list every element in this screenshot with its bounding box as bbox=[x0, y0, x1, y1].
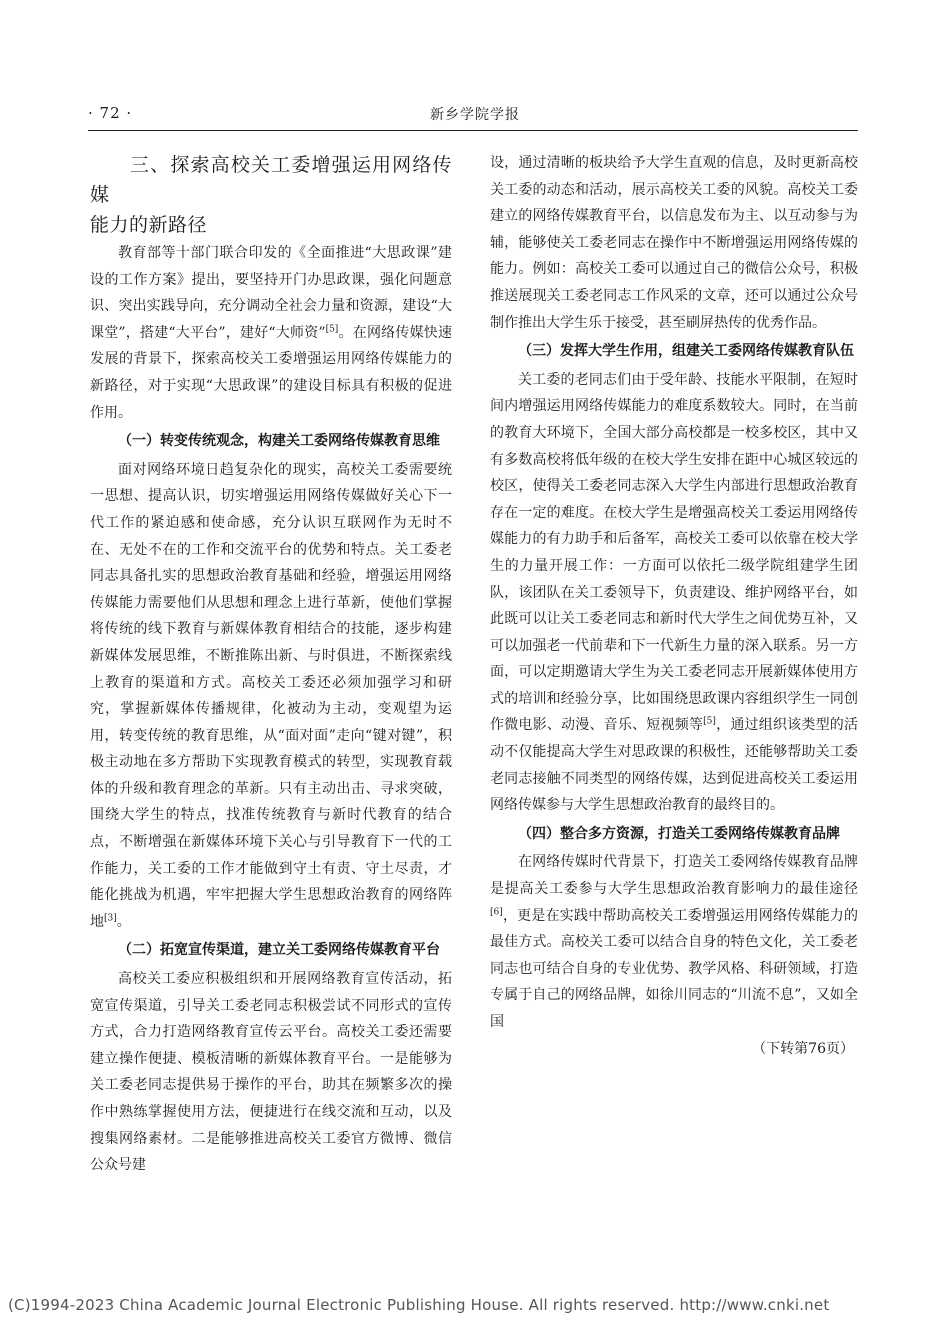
sub3-text-a: 关工委的老同志们由于受年龄、技能水平限制，在短时间内增强运用网络传媒能力的难度系数较大。同时，在当前的教育大环境下，全国大部分高校都是一校多校区，其中又有多数高校将低年级的在校大学生安排在距中心城区较远的校区，使得关工委老同志深入大学生内部进行思想政治教育存在一定的难度。在校大学生是增强高校关工委运用网络传媒能力的有力助手和后备军，高校关工委可以依靠在校大学生的力量开展工作：一方面可以依托二级学院组建学生团队，该团队在关工委领导下，负责建设、维护网络平台，如此既可以让关工委老同志和新时代大学生之间优势互补，又可以加强老一代前辈和下一代新生力量的深入联系。另一方面，可以定期邀请大学生为关工委老同志开展新媒体使用方式的培训和经验分享，比如围绕思政课内容组织学生一同创作微电影、动漫、音乐、短视频等 bbox=[490, 371, 858, 734]
citation-ref: [5] bbox=[703, 716, 716, 727]
subsection-1-paragraph bbox=[90, 457, 452, 936]
section-heading-line1: 三、探索高校关工委增强运用网络传媒 bbox=[90, 154, 452, 206]
right-column bbox=[490, 150, 858, 1062]
header-divider bbox=[88, 130, 858, 131]
page-number: · 72 · bbox=[88, 104, 133, 122]
citation-ref: [5] bbox=[325, 324, 339, 335]
copyright-footer: (C)1994-2023 China Academic Journal Electronic Publishing House. All rights reserved. http://www.cnki.net bbox=[8, 1296, 830, 1314]
subsection-4-paragraph bbox=[490, 849, 858, 1035]
continued-on-page-note: （下转第76页） bbox=[752, 1040, 854, 1057]
subsection-heading-4: （四）整合多方资源，打造关工委网络传媒教育品牌 bbox=[518, 825, 840, 842]
intro-text-b: 。在网络传媒快速发展的背景下，探索高校关工委增强运用网络传媒能力的新路径，对于实现“大思政课”的建设目标具有积极的促进作用。 bbox=[90, 324, 452, 421]
citation-ref: [3] bbox=[104, 913, 117, 924]
subsection-heading-3: （三）发挥大学生作用，组建关工委网络传媒教育队伍 bbox=[518, 343, 854, 360]
sub4-text-a: 在网络传媒时代背景下，打造关工委网络传媒教育品牌是提高关工委参与大学生思想政治教育影响力的最佳途径 bbox=[490, 854, 858, 898]
subsection-heading-2: （二）拓宽宣传渠道，建立关工委网络传媒教育平台 bbox=[118, 942, 440, 959]
left-column bbox=[90, 150, 452, 1179]
subsection-2-paragraph-continued: 设，通过清晰的板块给予大学生直观的信息，及时更新高校关工委的动态和活动，展示高校关工委的风貌。高校关工委建立的网络传媒教育平台，以信息发布为主、以互动参与为辅，能够使关工委老同志在操作中不断增强运用网络传媒的能力。例如：高校关工委可以通过自己的微信公众号，积极推送展现关工委老同志工作风采的文章，还可以通过公众号制作推出大学生乐于接受，甚至刷屏热传的优秀作品。 bbox=[490, 155, 858, 331]
sub1-text-b: 。 bbox=[116, 913, 131, 930]
subsection-heading-1: （一）转变传统观念，构建关工委网络传媒教育思维 bbox=[118, 433, 440, 450]
subsection-2-paragraph: 高校关工委应积极组织和开展网络教育宣传活动，拓宽宣传渠道，引导关工委老同志积极尝试不同形式的宣传方式，合力打造网络教育宣传云平台。高校关工委还需要建立操作便捷、模板清晰的新媒体教育平台。一是能够为关工委老同志提供易于操作的平台，助其在频繁多次的操作中熟练掌握使用方法，便捷进行在线交流和互动，以及搜集网络素材。二是能够推进高校关工委官方微博、微信公众号建 bbox=[90, 971, 452, 1174]
sub1-text-a: 面对网络环境日趋复杂化的现实，高校关工委需要统一思想、提高认识，切实增强运用网络传媒做好关心下一代工作的紧迫感和使命感，充分认识互联网作为无时不在、无处不在的工作和交流平台的优势和特点。关工委老同志具备扎实的思想政治教育基础和经验，增强运用网络传媒能力需要他们从思想和理念上进行革新，使他们掌握将传统的线下教育与新媒体教育相结合的技能，逐步构建新媒体发展思维，不断推陈出新、与时俱进，不断探索线上教育的渠道和方式。高校关工委还必须加强学习和研究，掌握新媒体传播规律，化被动为主动，变观望为运用，转变传统的教育思维，从“面对面”走向“键对键”，积极主动地在多方帮助下实现教育模式的转型，实现教育载体的升级和教育理念的革新。只有主动出击、寻求突破，围绕大学生的特点，找准传统教育与新时代教育的结合点，不断增强在新媒体环境下关心与引导教育下一代的工作能力，关工委的工作才能做到守土有责、守土尽责，才能化挑战为机遇，牢牢把握大学生思想政治教育的网络阵地 bbox=[90, 461, 452, 930]
intro-paragraph bbox=[90, 240, 452, 426]
sub4-text-b: ，更是在实践中帮助高校关工委增强运用网络传媒能力的最佳方式。高校关工委可以结合自身的特色文化，关工委老同志也可结合自身的专业优势、教学风格、科研领域，打造专属于自己的网络品牌，如徐川同志的“川流不息”，又如全国 bbox=[490, 907, 858, 1030]
subsection-3-paragraph bbox=[490, 367, 858, 819]
sub3-text-b: ，通过组织该类型的活动不仅能提高大学生对思政课的积极性，还能够帮助关工委老同志接触不同类型的网络传媒，达到促进高校关工委运用网络传媒参与大学生思想政治教育的最终目的。 bbox=[490, 717, 859, 814]
intro-text-a: 教育部等十部门联合印发的《全面推进“大思政课”建设的工作方案》提出，要坚持开门办思政课，强化问题意识、突出实践导向，充分调动全社会力量和资源，建设“大课堂”，搭建“大平台”，建好“大师资” bbox=[90, 245, 452, 341]
section-heading-line2: 能力的新路径 bbox=[90, 214, 208, 236]
citation-ref: [6] bbox=[490, 906, 503, 917]
journal-title: 新乡学院学报 bbox=[430, 107, 520, 123]
section-heading bbox=[90, 150, 452, 240]
